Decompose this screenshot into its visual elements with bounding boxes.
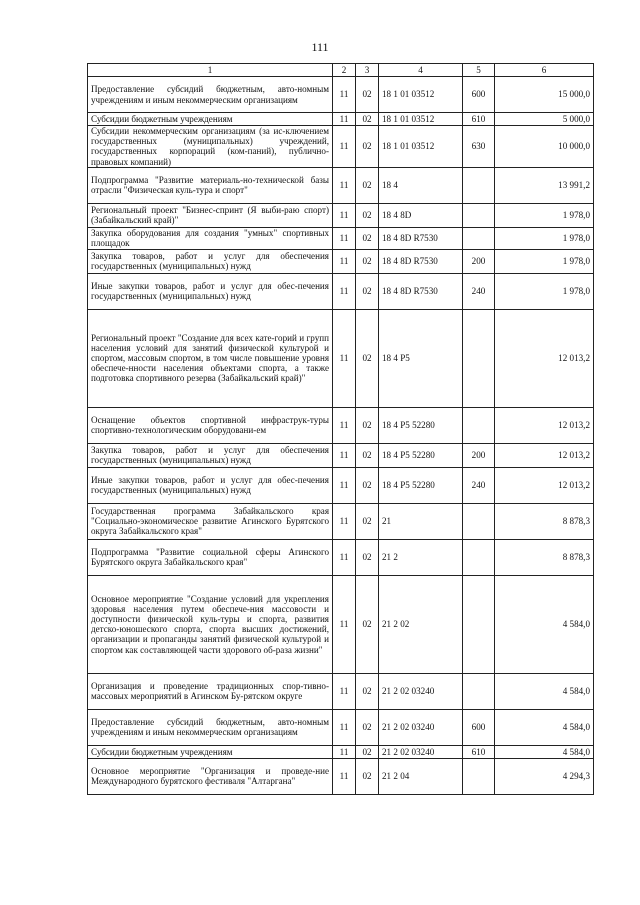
row-amount: 8 878,3 bbox=[495, 503, 594, 539]
row-section-code: 11 bbox=[333, 249, 356, 273]
row-target-article-code: 21 bbox=[379, 503, 463, 539]
row-target-article-code: 21 2 bbox=[379, 539, 463, 575]
row-target-article-code: 18 4 P5 52280 bbox=[379, 443, 463, 467]
row-description: Государственная программа Забайкальского края "Социально-экономическое развитие Агинского Бурятского округа Забайкальского края" bbox=[88, 503, 333, 539]
row-amount: 8 878,3 bbox=[495, 539, 594, 575]
row-subsection-code: 02 bbox=[356, 203, 379, 227]
row-subsection-code: 02 bbox=[356, 745, 379, 758]
row-description: Субсидии бюджетным учреждениям bbox=[88, 113, 333, 126]
column-header: 5 bbox=[463, 64, 495, 77]
table-row bbox=[88, 539, 594, 575]
row-section-code: 11 bbox=[333, 539, 356, 575]
table-row bbox=[88, 407, 594, 443]
row-subsection-code: 02 bbox=[356, 467, 379, 503]
column-header: 4 bbox=[379, 64, 463, 77]
row-subsection-code: 02 bbox=[356, 249, 379, 273]
row-amount: 12 013,2 bbox=[495, 443, 594, 467]
row-subsection-code: 02 bbox=[356, 309, 379, 407]
table-row bbox=[88, 126, 594, 168]
row-amount: 1 978,0 bbox=[495, 273, 594, 309]
row-section-code: 11 bbox=[333, 673, 356, 709]
row-amount: 1 978,0 bbox=[495, 203, 594, 227]
column-header: 3 bbox=[356, 64, 379, 77]
row-description: Подпрограмма "Развитие материаль-но-технической базы отрасли "Физическая куль-тура и спорт" bbox=[88, 167, 333, 203]
row-expense-type-code: 600 bbox=[463, 77, 495, 113]
table-row bbox=[88, 575, 594, 673]
table-row bbox=[88, 745, 594, 758]
table-row bbox=[88, 443, 594, 467]
row-amount: 12 013,2 bbox=[495, 467, 594, 503]
row-subsection-code: 02 bbox=[356, 575, 379, 673]
row-expense-type-code: 630 bbox=[463, 126, 495, 168]
row-expense-type-code: 240 bbox=[463, 467, 495, 503]
row-target-article-code: 21 2 02 03240 bbox=[379, 709, 463, 745]
row-section-code: 11 bbox=[333, 203, 356, 227]
row-section-code: 11 bbox=[333, 227, 356, 249]
row-section-code: 11 bbox=[333, 758, 356, 794]
row-target-article-code: 21 2 02 03240 bbox=[379, 745, 463, 758]
row-target-article-code: 18 4 bbox=[379, 167, 463, 203]
table-row bbox=[88, 227, 594, 249]
row-expense-type-code bbox=[463, 167, 495, 203]
row-section-code: 11 bbox=[333, 709, 356, 745]
page-number: 111 bbox=[311, 40, 329, 54]
row-description: Подпрограмма "Развитие социальной сферы Агинского Бурятского округа Забайкальского края" bbox=[88, 539, 333, 575]
row-description: Закупка оборудования для создания "умных" спортивных площадок bbox=[88, 227, 333, 249]
table-row bbox=[88, 167, 594, 203]
row-expense-type-code bbox=[463, 758, 495, 794]
row-amount: 15 000,0 bbox=[495, 77, 594, 113]
row-subsection-code: 02 bbox=[356, 709, 379, 745]
row-amount: 5 000,0 bbox=[495, 113, 594, 126]
row-description: Субсидии некоммерческим организациям (за ис-ключением государственных (муниципальных) учреждений, государственных корпораций (ком-паний), публично-правовых компаний) bbox=[88, 126, 333, 168]
column-header: 1 bbox=[88, 64, 333, 77]
row-expense-type-code bbox=[463, 407, 495, 443]
row-target-article-code: 18 4 8D R7530 bbox=[379, 249, 463, 273]
row-amount: 1 978,0 bbox=[495, 227, 594, 249]
table-row bbox=[88, 758, 594, 794]
table-row bbox=[88, 113, 594, 126]
row-section-code: 11 bbox=[333, 407, 356, 443]
row-description: Закупка товаров, работ и услуг для обеспечения государственных (муниципальных) нужд bbox=[88, 443, 333, 467]
row-subsection-code: 02 bbox=[356, 539, 379, 575]
row-target-article-code: 21 2 04 bbox=[379, 758, 463, 794]
row-subsection-code: 02 bbox=[356, 673, 379, 709]
row-subsection-code: 02 bbox=[356, 273, 379, 309]
column-header: 2 bbox=[333, 64, 356, 77]
row-description: Предоставление субсидий бюджетным, авто-номным учреждениям и иным некоммерческим организациям bbox=[88, 77, 333, 113]
row-description: Региональный проект "Создание для всех кате-горий и групп населения условий для занятий физической культурой и спортом, массовым спортом, в том числе повышение уровня обеспече-нности населения объектами спорта, а также подготовка спортивного резерва (Забайкальский край)" bbox=[88, 309, 333, 407]
row-description: Региональный проект "Бизнес-спринт (Я выби-раю спорт) (Забайкальский край)" bbox=[88, 203, 333, 227]
row-amount: 4 584,0 bbox=[495, 673, 594, 709]
row-expense-type-code: 610 bbox=[463, 113, 495, 126]
row-expense-type-code bbox=[463, 227, 495, 249]
row-section-code: 11 bbox=[333, 113, 356, 126]
table-row bbox=[88, 467, 594, 503]
row-description: Основное мероприятие "Организация и проведе-ние Международного бурятского фестиваля "Алтаргана" bbox=[88, 758, 333, 794]
row-target-article-code: 21 2 02 bbox=[379, 575, 463, 673]
row-section-code: 11 bbox=[333, 309, 356, 407]
row-target-article-code: 18 4 8D bbox=[379, 203, 463, 227]
row-expense-type-code: 610 bbox=[463, 745, 495, 758]
row-section-code: 11 bbox=[333, 503, 356, 539]
row-expense-type-code bbox=[463, 309, 495, 407]
row-section-code: 11 bbox=[333, 745, 356, 758]
row-subsection-code: 02 bbox=[356, 407, 379, 443]
row-subsection-code: 02 bbox=[356, 126, 379, 168]
row-description: Основное мероприятие "Создание условий для укрепления здоровья населения путем обеспече-ния массовости и доступности физической куль-туры и спорта, развития детско-юношеского спорта, спорта высших достижений, организации и пропаганды занятий физической культурой и спортом как составляющей части здорового об-раза жизни" bbox=[88, 575, 333, 673]
row-subsection-code: 02 bbox=[356, 758, 379, 794]
row-target-article-code: 18 4 P5 52280 bbox=[379, 407, 463, 443]
row-expense-type-code bbox=[463, 673, 495, 709]
row-subsection-code: 02 bbox=[356, 113, 379, 126]
row-expense-type-code: 600 bbox=[463, 709, 495, 745]
row-expense-type-code bbox=[463, 539, 495, 575]
row-amount: 4 584,0 bbox=[495, 745, 594, 758]
row-target-article-code: 18 1 01 03512 bbox=[379, 113, 463, 126]
table-row bbox=[88, 77, 594, 113]
row-expense-type-code bbox=[463, 503, 495, 539]
row-amount: 4 294,3 bbox=[495, 758, 594, 794]
row-description: Иные закупки товаров, работ и услуг для обес-печения государственных (муниципальных) нужд bbox=[88, 467, 333, 503]
row-subsection-code: 02 bbox=[356, 77, 379, 113]
row-amount: 4 584,0 bbox=[495, 709, 594, 745]
row-description: Закупка товаров, работ и услуг для обеспечения государственных (муниципальных) нужд bbox=[88, 249, 333, 273]
row-section-code: 11 bbox=[333, 77, 356, 113]
table-row bbox=[88, 309, 594, 407]
row-target-article-code: 18 4 8D R7530 bbox=[379, 273, 463, 309]
row-amount: 1 978,0 bbox=[495, 249, 594, 273]
table-row bbox=[88, 673, 594, 709]
budget-table bbox=[87, 63, 594, 795]
row-target-article-code: 18 4 P5 bbox=[379, 309, 463, 407]
row-description: Оснащение объектов спортивной инфраструк-туры спортивно-технологическим оборудовани-ем bbox=[88, 407, 333, 443]
row-expense-type-code bbox=[463, 575, 495, 673]
row-amount: 13 991,2 bbox=[495, 167, 594, 203]
row-section-code: 11 bbox=[333, 126, 356, 168]
row-amount: 12 013,2 bbox=[495, 407, 594, 443]
row-amount: 4 584,0 bbox=[495, 575, 594, 673]
table-row bbox=[88, 203, 594, 227]
row-target-article-code: 21 2 02 03240 bbox=[379, 673, 463, 709]
row-section-code: 11 bbox=[333, 575, 356, 673]
row-target-article-code: 18 4 P5 52280 bbox=[379, 467, 463, 503]
row-subsection-code: 02 bbox=[356, 443, 379, 467]
table-row bbox=[88, 709, 594, 745]
row-amount: 10 000,0 bbox=[495, 126, 594, 168]
row-target-article-code: 18 4 8D R7530 bbox=[379, 227, 463, 249]
row-description: Иные закупки товаров, работ и услуг для обес-печения государственных (муниципальных) нужд bbox=[88, 273, 333, 309]
row-section-code: 11 bbox=[333, 273, 356, 309]
row-expense-type-code: 240 bbox=[463, 273, 495, 309]
row-subsection-code: 02 bbox=[356, 503, 379, 539]
column-header: 6 bbox=[495, 64, 594, 77]
row-amount: 12 013,2 bbox=[495, 309, 594, 407]
row-subsection-code: 02 bbox=[356, 227, 379, 249]
row-section-code: 11 bbox=[333, 443, 356, 467]
row-target-article-code: 18 1 01 03512 bbox=[379, 126, 463, 168]
row-description: Организация и проведение традиционных спор-тивно-массовых мероприятий в Агинском Бу-рятском округе bbox=[88, 673, 333, 709]
row-expense-type-code bbox=[463, 203, 495, 227]
row-expense-type-code: 200 bbox=[463, 249, 495, 273]
row-section-code: 11 bbox=[333, 167, 356, 203]
header-row bbox=[88, 64, 594, 77]
row-expense-type-code: 200 bbox=[463, 443, 495, 467]
row-description: Предоставление субсидий бюджетным, авто-номным учреждениям и иным некоммерческим организациям bbox=[88, 709, 333, 745]
row-section-code: 11 bbox=[333, 467, 356, 503]
row-description: Субсидии бюджетным учреждениям bbox=[88, 745, 333, 758]
table-row bbox=[88, 273, 594, 309]
row-subsection-code: 02 bbox=[356, 167, 379, 203]
row-target-article-code: 18 1 01 03512 bbox=[379, 77, 463, 113]
table-row bbox=[88, 249, 594, 273]
table-row bbox=[88, 503, 594, 539]
